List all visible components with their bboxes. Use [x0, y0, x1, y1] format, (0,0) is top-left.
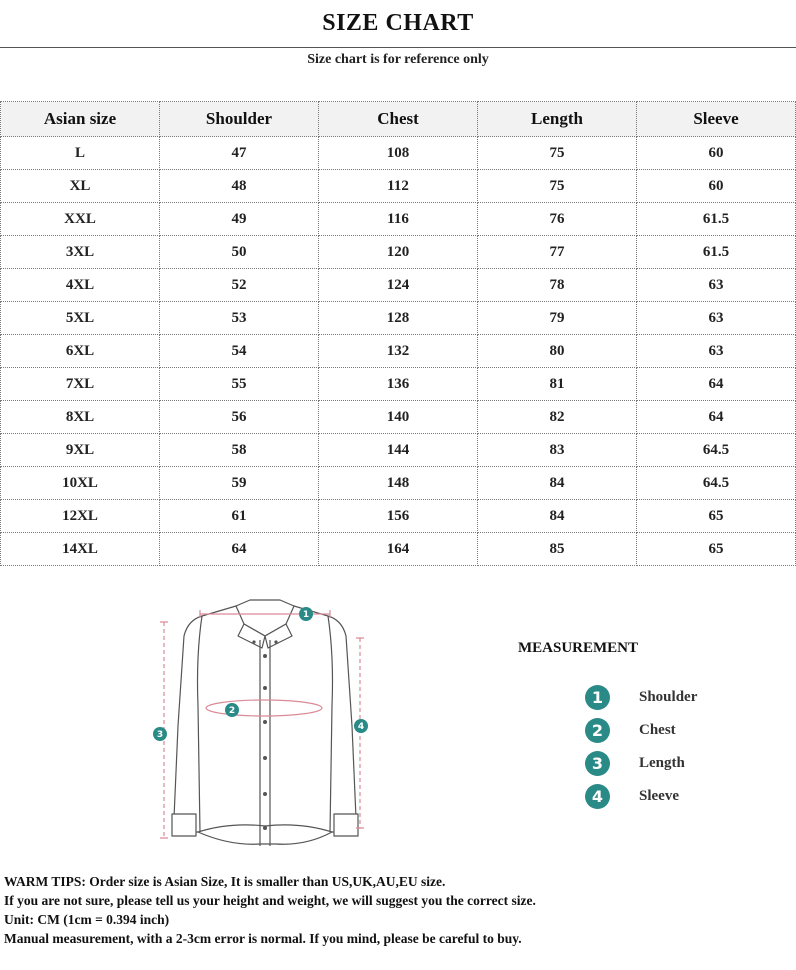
cell-chest: 116	[319, 203, 478, 236]
cell-length: 79	[478, 302, 637, 335]
cell-sleeve: 64.5	[637, 434, 796, 467]
cell-size: 4XL	[1, 269, 160, 302]
marker-chest-label: 2	[228, 706, 236, 716]
marker-sleeve-label: 4	[357, 722, 365, 732]
table-row	[1, 368, 796, 401]
cell-size: 10XL	[1, 467, 160, 500]
marker-length-label: 3	[156, 730, 164, 740]
cell-sleeve: 65	[637, 500, 796, 533]
measurement-title: MEASUREMENT	[518, 640, 639, 656]
marker-sleeve-icon	[354, 719, 368, 733]
table-row	[1, 533, 796, 566]
marker-chest-icon	[225, 703, 239, 717]
cell-shoulder: 47	[160, 137, 319, 170]
cell-size: 8XL	[1, 401, 160, 434]
cell-sleeve: 65	[637, 533, 796, 566]
table-row	[1, 269, 796, 302]
legend-label-shoulder: Shoulder	[639, 689, 698, 705]
table-row	[1, 401, 796, 434]
cell-length: 82	[478, 401, 637, 434]
cell-chest: 144	[319, 434, 478, 467]
cell-size: 5XL	[1, 302, 160, 335]
cell-shoulder: 59	[160, 467, 319, 500]
cell-shoulder: 64	[160, 533, 319, 566]
cell-length: 78	[478, 269, 637, 302]
header-length: Length	[478, 102, 637, 137]
cell-sleeve: 64	[637, 368, 796, 401]
cell-sleeve: 64	[637, 401, 796, 434]
cell-size: 9XL	[1, 434, 160, 467]
tip-line: Manual measurement, with a 2-3cm error is normal. If you mind, please be careful to buy.	[4, 931, 522, 946]
header-shoulder: Shoulder	[160, 102, 319, 137]
number-one-icon: 1	[585, 685, 610, 710]
table-row	[1, 203, 796, 236]
cell-size: 12XL	[1, 500, 160, 533]
cell-chest: 136	[319, 368, 478, 401]
cell-chest: 112	[319, 170, 478, 203]
cell-length: 84	[478, 467, 637, 500]
cell-chest: 164	[319, 533, 478, 566]
cell-size: 7XL	[1, 368, 160, 401]
cell-sleeve: 60	[637, 137, 796, 170]
number-three-icon: 3	[585, 751, 610, 776]
cell-shoulder: 56	[160, 401, 319, 434]
cell-sleeve: 64.5	[637, 467, 796, 500]
size-table	[0, 101, 796, 566]
title-divider	[0, 47, 796, 48]
cell-shoulder: 49	[160, 203, 319, 236]
table-row	[1, 137, 796, 170]
cell-length: 75	[478, 170, 637, 203]
legend-label-length: Length	[639, 755, 685, 771]
cell-sleeve: 61.5	[637, 236, 796, 269]
cell-size: 14XL	[1, 533, 160, 566]
cell-shoulder: 55	[160, 368, 319, 401]
cell-sleeve: 61.5	[637, 203, 796, 236]
cell-size: XXL	[1, 203, 160, 236]
cell-chest: 156	[319, 500, 478, 533]
table-row	[1, 170, 796, 203]
marker-shoulder-icon	[299, 607, 313, 621]
cell-size: 3XL	[1, 236, 160, 269]
shirt-diagram	[150, 596, 380, 856]
cell-shoulder: 50	[160, 236, 319, 269]
cell-sleeve: 63	[637, 335, 796, 368]
warm-tips	[4, 872, 794, 948]
table-header-row	[1, 102, 796, 137]
page-title: SIZE CHART	[322, 10, 474, 36]
cell-sleeve: 60	[637, 170, 796, 203]
cell-chest: 108	[319, 137, 478, 170]
cell-sleeve: 63	[637, 302, 796, 335]
cell-sleeve: 63	[637, 269, 796, 302]
marker-shoulder-label: 1	[302, 610, 310, 620]
tip-line: If you are not sure, please tell us your height and weight, we will suggest you the correct size.	[4, 893, 536, 908]
cell-length: 81	[478, 368, 637, 401]
number-four-icon: 4	[585, 784, 610, 809]
cell-chest: 124	[319, 269, 478, 302]
cell-shoulder: 53	[160, 302, 319, 335]
cell-length: 77	[478, 236, 637, 269]
page-subtitle: Size chart is for reference only	[307, 52, 489, 67]
cell-size: L	[1, 137, 160, 170]
table-row	[1, 236, 796, 269]
cell-chest: 128	[319, 302, 478, 335]
cell-chest: 132	[319, 335, 478, 368]
cell-shoulder: 61	[160, 500, 319, 533]
cell-size: 6XL	[1, 335, 160, 368]
cell-chest: 148	[319, 467, 478, 500]
cell-shoulder: 58	[160, 434, 319, 467]
cell-shoulder: 54	[160, 335, 319, 368]
cell-length: 83	[478, 434, 637, 467]
cell-shoulder: 48	[160, 170, 319, 203]
cell-size: XL	[1, 170, 160, 203]
table-row	[1, 434, 796, 467]
cell-length: 84	[478, 500, 637, 533]
cell-length: 80	[478, 335, 637, 368]
table-row	[1, 500, 796, 533]
table-row	[1, 467, 796, 500]
header-asian-size: Asian size	[1, 102, 160, 137]
cell-chest: 120	[319, 236, 478, 269]
table-row	[1, 302, 796, 335]
table-row	[1, 335, 796, 368]
tip-line: Unit: CM (1cm = 0.394 inch)	[4, 912, 170, 927]
marker-length-icon	[153, 727, 167, 741]
tip-line: WARM TIPS: Order size is Asian Size, It is smaller than US,UK,AU,EU size.	[4, 874, 446, 889]
cell-length: 75	[478, 137, 637, 170]
cell-length: 76	[478, 203, 637, 236]
number-two-icon: 2	[585, 718, 610, 743]
cell-shoulder: 52	[160, 269, 319, 302]
cell-length: 85	[478, 533, 637, 566]
header-chest: Chest	[319, 102, 478, 137]
header-sleeve: Sleeve	[637, 102, 796, 137]
legend-label-sleeve: Sleeve	[639, 788, 679, 804]
cell-chest: 140	[319, 401, 478, 434]
legend-label-chest: Chest	[639, 722, 676, 738]
